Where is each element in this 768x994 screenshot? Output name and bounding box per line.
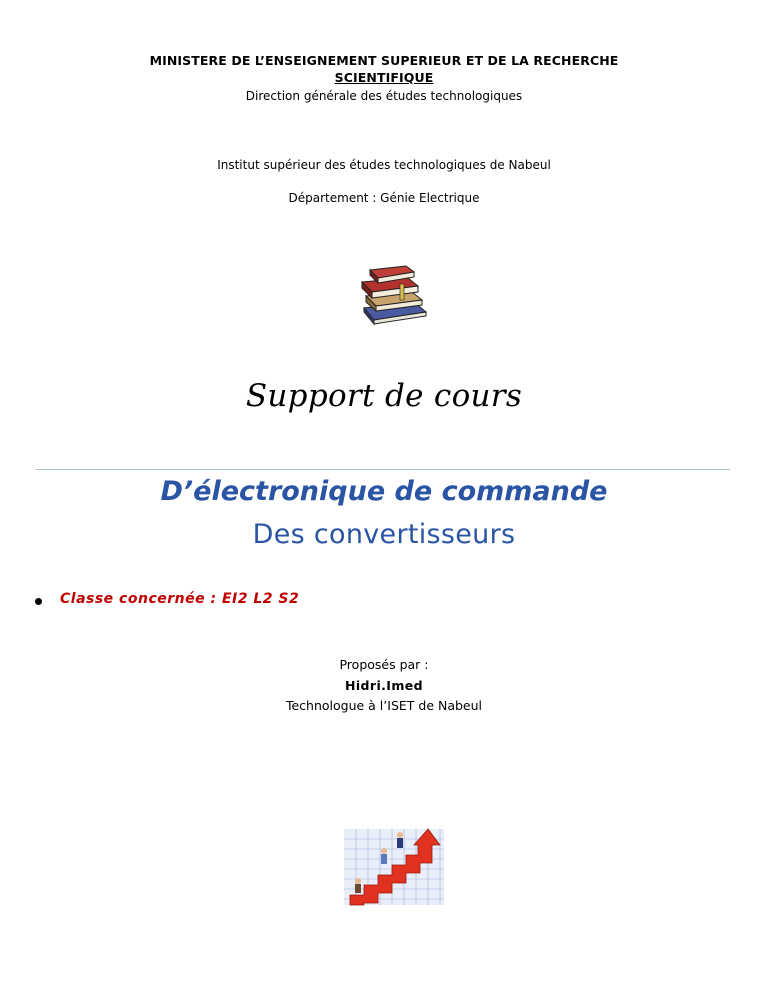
course-title: D’électronique de commande	[160, 476, 608, 507]
direction-line: Direction générale des études technologiques	[245, 89, 523, 103]
author-name: Hidri.Imed	[345, 678, 423, 693]
class-info: Classe concernée : EI2 L2 S2	[60, 591, 300, 607]
ministry-line-1: MINISTERE DE L’ENSEIGNEMENT SUPERIEUR ET DE LA RECHERCHE	[149, 53, 619, 68]
bullet-icon	[35, 598, 42, 605]
proposed-by-label: Proposés par :	[339, 657, 429, 672]
books-icon	[356, 262, 432, 326]
support-title: Support de cours	[245, 378, 523, 414]
institut-line: Institut supérieur des études technologiques de Nabeul	[217, 158, 551, 172]
title-divider	[36, 469, 730, 470]
author-role: Technologue à l’ISET de Nabeul	[285, 698, 483, 713]
course-subtitle: Des convertisseurs	[252, 519, 516, 550]
ministry-heading	[0, 52, 768, 86]
departement-line: Département : Génie Electrique	[288, 191, 480, 205]
stairs-growth-icon	[344, 825, 446, 907]
ministry-line-2: SCIENTIFIQUE	[334, 70, 434, 85]
